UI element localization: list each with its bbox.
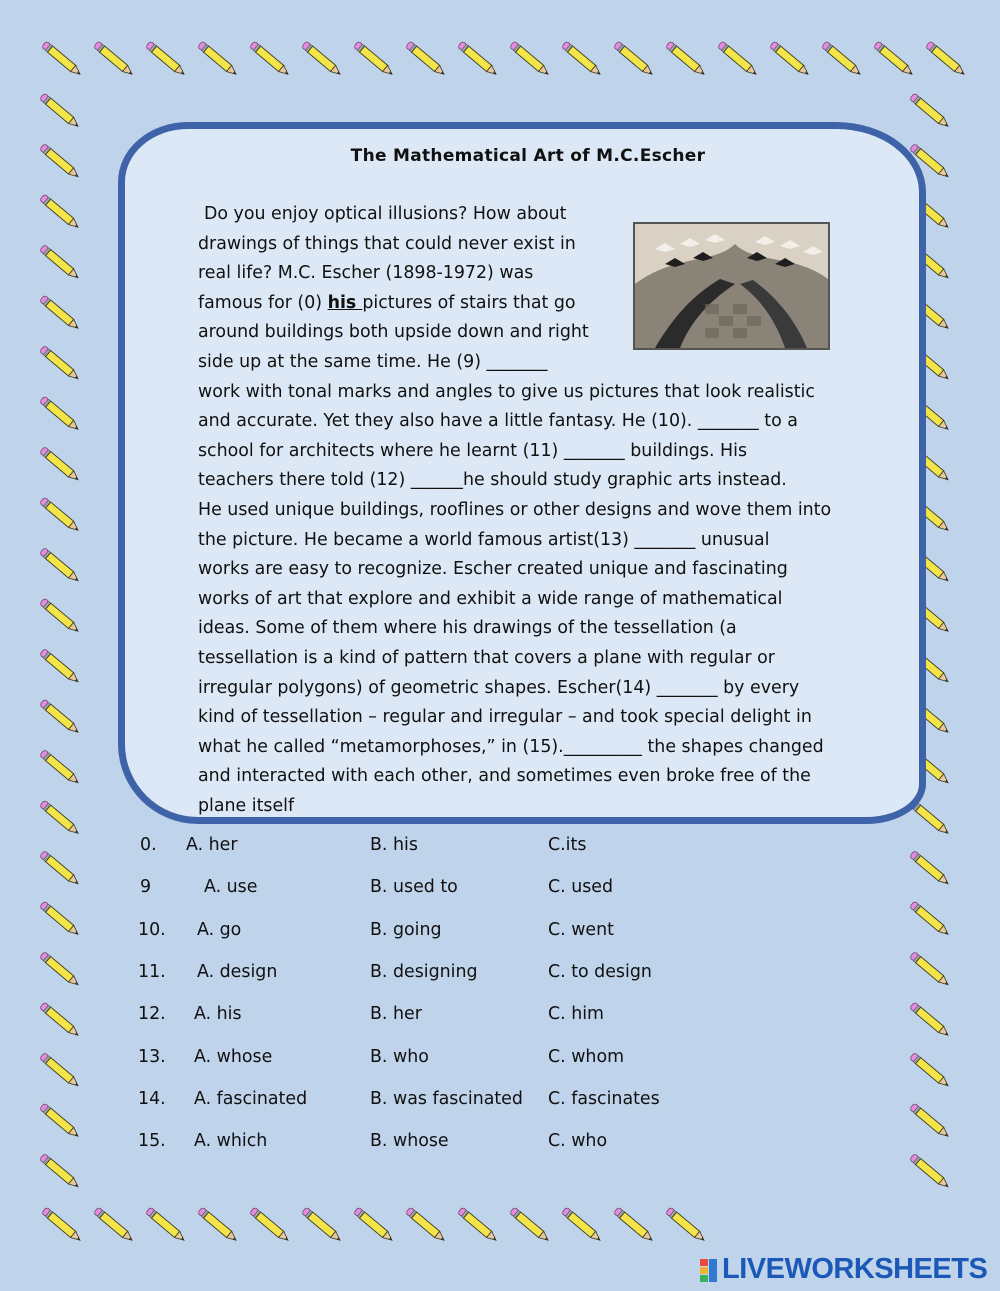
pencil-icon <box>39 93 80 129</box>
option-row <box>0 1089 1000 1119</box>
option-a[interactable]: A. go <box>197 920 242 940</box>
passage-line: work with tonal marks and angles to give us pictures that look realistic <box>198 381 815 402</box>
option-b[interactable]: B. her <box>370 1004 422 1024</box>
option-row <box>0 1004 1000 1034</box>
pencil-icon <box>93 1207 134 1243</box>
pencil-icon <box>39 497 80 533</box>
question-number: 13. <box>138 1047 166 1067</box>
pencil-icon <box>197 41 238 77</box>
passage-line: real life? M.C. Escher (1898-1972) was <box>198 263 534 284</box>
pencil-icon <box>509 41 550 77</box>
passage-line: school for architects where he learnt (11) _______ buildings. His <box>198 440 748 461</box>
option-row <box>0 877 1000 907</box>
pencil-icon <box>39 749 80 785</box>
liveworksheets-logo[interactable] <box>700 1253 996 1287</box>
reading-passage <box>198 200 860 821</box>
example-answer: his <box>327 292 363 313</box>
pencil-icon <box>509 1207 550 1243</box>
pencil-icon <box>457 41 498 77</box>
pencil-icon <box>301 1207 342 1243</box>
passage-line: side up at the same time. He (9) _______ <box>198 351 548 372</box>
pencil-icon <box>39 800 80 836</box>
pencil-icon <box>39 244 80 280</box>
pencil-icon <box>145 41 186 77</box>
option-row <box>0 1047 1000 1077</box>
pencil-icon <box>249 1207 290 1243</box>
pencil-icon <box>873 41 914 77</box>
pencil-icon <box>821 41 862 77</box>
passage-line: irregular polygons) of geometric shapes. Escher(14) _______ by every <box>198 677 800 698</box>
question-number: 12. <box>138 1004 166 1024</box>
question-number: 9 <box>140 877 152 897</box>
option-c[interactable]: C. to design <box>548 962 652 982</box>
option-row <box>0 1131 1000 1161</box>
pencil-icon <box>561 41 602 77</box>
pencil-icon <box>925 41 966 77</box>
option-c[interactable]: C. him <box>548 1004 604 1024</box>
pencil-icon <box>39 699 80 735</box>
passage-line: Do you enjoy optical illusions? How about <box>204 204 567 224</box>
option-c[interactable]: C. who <box>548 1131 608 1151</box>
option-a[interactable]: A. his <box>194 1004 242 1024</box>
pencil-icon <box>39 446 80 482</box>
passage-line: the picture. He became a world famous artist(13) _______ unusual <box>198 529 770 550</box>
option-a[interactable]: A. use <box>204 877 258 897</box>
option-c[interactable]: C. went <box>548 920 614 940</box>
question-number: 14. <box>138 1089 166 1109</box>
passage-line: and interacted with each other, and sometimes even broke free of the <box>198 766 811 787</box>
option-b[interactable]: B. was fascinated <box>370 1089 523 1109</box>
pencil-icon <box>39 345 80 381</box>
pencil-icon <box>301 41 342 77</box>
option-b[interactable]: B. designing <box>370 962 478 982</box>
pencil-icon <box>717 41 758 77</box>
pencil-icon <box>39 648 80 684</box>
option-a[interactable]: A. fascinated <box>194 1089 308 1109</box>
page-title: The Mathematical Art of M.C.Escher <box>350 146 706 166</box>
pencil-icon <box>39 547 80 583</box>
passage-line: and accurate. Yet they also have a little fantasy. He (10). _______ to a <box>198 411 798 432</box>
passage-line: teachers there told (12) ______he should study graphic arts instead. <box>198 470 787 491</box>
pencil-icon <box>457 1207 498 1243</box>
pencil-icon <box>39 598 80 634</box>
option-b[interactable]: B. whose <box>370 1131 449 1151</box>
question-number: 10. <box>138 920 166 940</box>
option-c[interactable]: C. whom <box>548 1047 625 1067</box>
option-a[interactable]: A. which <box>194 1131 268 1151</box>
passage-line: works are easy to recognize. Escher created unique and fascinating <box>198 559 788 580</box>
passage-line-start: famous for (0) <box>198 292 328 313</box>
passage-line-end: pictures of stairs that go <box>362 292 576 313</box>
pencil-icon <box>39 194 80 230</box>
passage-line-example <box>198 289 860 319</box>
passage-line: drawings of things that could never exist in <box>198 233 576 254</box>
pencil-icon <box>353 41 394 77</box>
option-b[interactable]: B. who <box>370 1047 429 1067</box>
passage-line: around buildings both upside down and right <box>198 322 589 343</box>
question-number: 15. <box>138 1131 166 1151</box>
pencil-icon <box>613 1207 654 1243</box>
option-row <box>0 962 1000 992</box>
question-number: 0. <box>140 835 157 855</box>
pencil-icon <box>405 41 446 77</box>
pencil-icon <box>39 295 80 331</box>
passage-line: tessellation is a kind of pattern that covers a plane with regular or <box>198 647 775 668</box>
option-c[interactable]: C. fascinates <box>548 1089 660 1109</box>
passage-line: works of art that explore and exhibit a wide range of mathematical <box>198 588 783 609</box>
passage-line: ideas. Some of them where his drawings of the tessellation (a <box>198 618 737 639</box>
option-c[interactable]: C. used <box>548 877 614 897</box>
pencil-icon <box>145 1207 186 1243</box>
pencil-icon <box>353 1207 394 1243</box>
option-row <box>0 920 1000 950</box>
option-b[interactable]: B. going <box>370 920 442 940</box>
option-a[interactable]: A. her <box>186 835 238 855</box>
option-b[interactable]: B. his <box>370 835 418 855</box>
option-a[interactable]: A. design <box>197 962 278 982</box>
pencil-icon <box>909 93 950 129</box>
pencil-icon <box>405 1207 446 1243</box>
logo-wordmark: LIVEWORKSHEETS <box>722 1253 988 1285</box>
passage-line: what he called “metamorphoses,” in (15)._________ the shapes changed <box>198 736 824 757</box>
passage-line: He used unique buildings, rooflines or other designs and wove them into <box>198 499 832 520</box>
pencil-icon <box>665 41 706 77</box>
option-b[interactable]: B. used to <box>370 877 458 897</box>
option-a[interactable]: A. whose <box>194 1047 273 1067</box>
option-c[interactable]: C.its <box>548 835 587 855</box>
liveworksheets-badge-icon <box>700 1259 718 1283</box>
pencil-icon <box>93 41 134 77</box>
pencil-icon <box>561 1207 602 1243</box>
pencil-icon <box>769 41 810 77</box>
pencil-icon <box>39 396 80 432</box>
pencil-icon <box>39 143 80 179</box>
option-row <box>0 835 1000 865</box>
pencil-icon <box>41 41 82 77</box>
pencil-icon <box>665 1207 706 1243</box>
pencil-icon <box>613 41 654 77</box>
pencil-icon <box>249 41 290 77</box>
pencil-icon <box>41 1207 82 1243</box>
question-number: 11. <box>138 962 166 982</box>
pencil-icon <box>197 1207 238 1243</box>
passage-line: kind of tessellation – regular and irregular – and took special delight in <box>198 707 812 728</box>
passage-line: plane itself <box>198 795 295 816</box>
